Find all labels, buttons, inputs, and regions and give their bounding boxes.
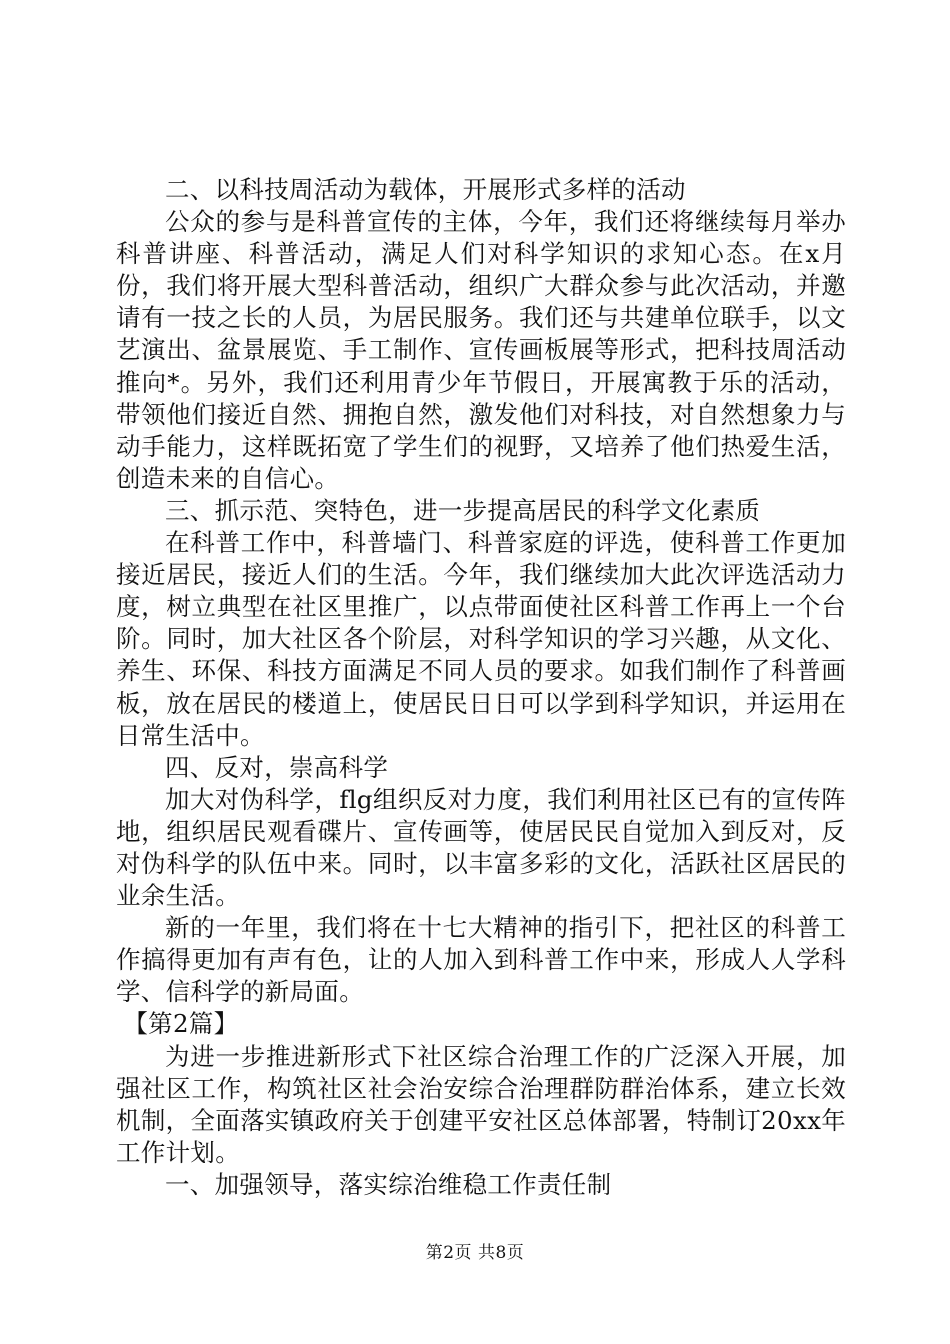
body-paragraph: 加大对伪科学，flg组织反对力度，我们利用社区已有的宣传阵地，组织居民观看碟片、宣传画等，使居民民自觉加入到反对，反对伪科学的队伍中来。同时，以丰富多彩的文化，活跃社区居民的业余生活。 xyxy=(116,784,846,911)
body-paragraph: 公众的参与是科普宣传的主体，今年，我们还将继续每月举办科普讲座、科普活动，满足人们对科学知识的求知心态。在x月份，我们将开展大型科普活动，组织广大群众参与此次活动，并邀请有一技之长的人员，为居民服务。我们还与共建单位联手，以文艺演出、盆景展览、手工制作、宣传画板展等形式，把科技周活动推向*。另外，我们还利用青少年节假日，开展寓教于乐的活动，带领他们接近自然、拥抱自然，激发他们对科技，对自然想象力与动手能力，这样既拓宽了学生们的视野，又培养了他们热爱生活，创造未来的自信心。 xyxy=(116,207,846,493)
section-heading-1: 一、加强领导，落实综治维稳工作责任制 xyxy=(165,1169,612,1199)
document-body xyxy=(116,174,846,1201)
article-marker: 【第2篇】 xyxy=(123,1009,239,1039)
section-heading-2: 二、以科技周活动为载体，开展形式多样的活动 xyxy=(165,175,686,204)
body-paragraph: 新的一年里，我们将在十七大精神的指引下，把社区的科普工作搞得更加有声有色，让的人加入到科普工作中来，形成人人学科学、信科学的新局面。 xyxy=(116,913,846,1007)
section-heading-4: 四、反对，崇高科学 xyxy=(165,752,389,782)
body-paragraph: 为进一步推进新形式下社区综合治理工作的广泛深入开展，加强社区工作，构筑社区社会治安综合治理群防群治体系，建立长效机制，全面落实镇政府关于创建平安社区总体部署，特制订20xx年工作计划。 xyxy=(116,1041,846,1167)
body-paragraph: 在科普工作中，科普墙门、科普家庭的评选，使科普工作更加接近居民，接近人们的生活。今年，我们继续加大此次评选活动力度，树立典型在社区里推广，以点带面使社区科普工作再上一个台阶。同时，加大社区各个阶层，对科学知识的学习兴趣，从文化、养生、环保、科技方面满足不同人员的要求。如我们制作了科普画板，放在居民的楼道上，使居民日日可以学到科学知识，并运用在日常生活中。 xyxy=(116,528,846,750)
section-heading-3: 三、抓示范、突特色，进一步提高居民的科学文化素质 xyxy=(165,495,761,525)
page-footer: 第2页 共8页 xyxy=(425,1243,525,1263)
